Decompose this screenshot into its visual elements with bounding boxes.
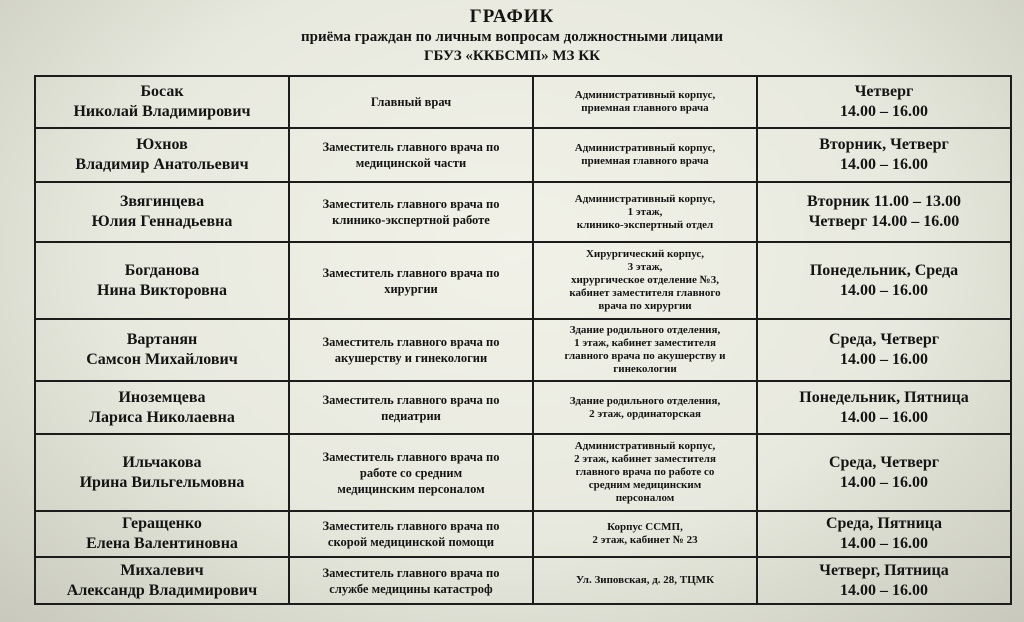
document-title: ГРАФИК bbox=[469, 6, 555, 27]
reception-time-cell bbox=[757, 511, 1011, 557]
reception-location-line: кабинет заместителя главного bbox=[569, 287, 721, 299]
official-name-cell bbox=[35, 242, 289, 319]
official-name-line: Юхнов bbox=[136, 136, 188, 153]
reception-time-line: Четверг, Пятница bbox=[819, 561, 949, 579]
official-name-line: Самсон Михайлович bbox=[86, 351, 238, 368]
official-name-line: Нина Викторовна bbox=[97, 281, 227, 299]
official-name-line: Михалевич bbox=[120, 561, 204, 579]
official-position-line: Заместитель главного врача по bbox=[322, 392, 500, 407]
reception-time-line: Понедельник, Пятница bbox=[799, 388, 969, 406]
official-name-line: Юлия Геннадьевна bbox=[91, 213, 233, 230]
reception-location-line: Здание родильного отделения, bbox=[569, 324, 721, 336]
reception-location-line: 2 этаж, ординаторская bbox=[589, 407, 701, 420]
reception-location-cell bbox=[533, 242, 757, 319]
schedule-row bbox=[35, 511, 1011, 557]
official-position-cell bbox=[289, 511, 533, 557]
official-position-line: работе со средним bbox=[359, 465, 463, 480]
official-position-cell bbox=[289, 434, 533, 511]
organization-name: ГБУЗ «ККБСМП» МЗ КК bbox=[424, 48, 600, 64]
reception-location-line: Административный корпус, bbox=[574, 89, 716, 101]
official-position-line: педиатрии bbox=[381, 408, 441, 423]
official-name-cell bbox=[35, 557, 289, 604]
reception-location-cell bbox=[533, 557, 757, 604]
official-name-cell bbox=[35, 381, 289, 434]
reception-location-line: главного врача по акушерству и bbox=[564, 350, 726, 362]
reception-time-cell bbox=[757, 434, 1011, 511]
official-position-line: Заместитель главного врача по bbox=[322, 140, 500, 154]
official-position-line: медицинской части bbox=[355, 156, 467, 170]
reception-time-line: 14.00 – 16.00 bbox=[840, 103, 928, 120]
reception-location-line: Корпус ССМП, bbox=[607, 521, 683, 533]
reception-time-cell bbox=[757, 242, 1011, 319]
official-name-line: Богданова bbox=[124, 261, 200, 279]
reception-location-line: хирургическое отделение №3, bbox=[571, 274, 719, 286]
reception-location-line: средним медицинским bbox=[588, 479, 702, 491]
reception-location-line: персоналом bbox=[615, 492, 675, 504]
official-name-line: Ильчакова bbox=[122, 453, 202, 471]
official-position-line: Заместитель главного врача по bbox=[322, 519, 500, 533]
reception-time-line: Четверг bbox=[854, 83, 914, 100]
official-position-line: Заместитель главного врача по bbox=[322, 265, 500, 280]
official-name-cell bbox=[35, 434, 289, 511]
reception-time-line: 14.00 – 16.00 bbox=[840, 581, 928, 599]
official-position-line: хирургии bbox=[384, 281, 438, 296]
reception-location-line: 1 этаж, bbox=[627, 205, 663, 218]
reception-time-line: Среда, Четверг bbox=[828, 331, 940, 348]
official-name-cell bbox=[35, 511, 289, 557]
official-name-line: Вартанян bbox=[126, 331, 198, 348]
reception-time-cell bbox=[757, 182, 1011, 242]
reception-time-cell bbox=[757, 319, 1011, 381]
reception-time-line: Вторник 11.00 – 13.00 bbox=[807, 193, 961, 210]
schedule-row bbox=[35, 557, 1011, 604]
official-name-line: Владимир Анатольевич bbox=[75, 156, 249, 173]
official-name-line: Босак bbox=[140, 83, 184, 100]
official-position-cell bbox=[289, 381, 533, 434]
reception-location-line: 1 этаж, кабинет заместителя bbox=[574, 337, 716, 349]
reception-time-line: 14.00 – 16.00 bbox=[840, 351, 928, 368]
schedule-row bbox=[35, 182, 1011, 242]
official-position-cell bbox=[289, 242, 533, 319]
schedule-row bbox=[35, 319, 1011, 381]
reception-location-line: приемная главного врача bbox=[581, 155, 709, 167]
official-position-line: скорой медицинской помощи bbox=[327, 535, 495, 549]
official-position-line: Заместитель главного врача по bbox=[322, 449, 500, 464]
schedule-row bbox=[35, 242, 1011, 319]
official-name-line: Иноземцева bbox=[118, 388, 206, 406]
official-name-cell bbox=[35, 182, 289, 242]
reception-location-cell bbox=[533, 319, 757, 381]
reception-location-line: 3 этаж, bbox=[627, 261, 663, 273]
schedule-table-body bbox=[35, 76, 1011, 604]
reception-location-line: Административный корпус, bbox=[574, 142, 716, 154]
document-header bbox=[0, 6, 1024, 66]
reception-location-line: Административный корпус, bbox=[574, 440, 716, 452]
official-position-line: Заместитель главного врача по bbox=[322, 565, 500, 580]
official-position-line: Заместитель главного врача по bbox=[322, 335, 500, 349]
reception-time-line: Среда, Четверг bbox=[828, 453, 940, 471]
reception-location-line: 2 этаж, кабинет заместителя bbox=[574, 453, 716, 465]
reception-schedule-table bbox=[34, 75, 1012, 605]
official-name-line: Геращенко bbox=[122, 515, 202, 532]
reception-time-line: Понедельник, Среда bbox=[809, 261, 959, 279]
official-name-cell bbox=[35, 76, 289, 128]
reception-location-cell bbox=[533, 76, 757, 128]
reception-time-cell bbox=[757, 557, 1011, 604]
official-name-line: Ирина Вильгельмовна bbox=[79, 473, 245, 491]
reception-time-line: Среда, Пятница bbox=[825, 515, 943, 532]
reception-location-line: гинекологии bbox=[613, 363, 677, 375]
official-position-line: службе медицины катастроф bbox=[329, 581, 493, 596]
reception-time-line: 14.00 – 16.00 bbox=[840, 408, 928, 426]
reception-location-cell bbox=[533, 381, 757, 434]
official-name-line: Елена Валентиновна bbox=[86, 535, 238, 552]
reception-location-line: 2 этаж, кабинет № 23 bbox=[592, 534, 698, 546]
reception-location-line: главного врача по работе со bbox=[575, 466, 715, 478]
official-position-line: медицинским персоналом bbox=[337, 481, 485, 496]
reception-location-cell bbox=[533, 182, 757, 242]
official-position-line: Главный врач bbox=[370, 95, 452, 109]
reception-time-line: 14.00 – 16.00 bbox=[840, 535, 928, 552]
reception-location-cell bbox=[533, 434, 757, 511]
schedule-row bbox=[35, 381, 1011, 434]
reception-time-line: Четверг 14.00 – 16.00 bbox=[808, 213, 960, 230]
official-name-line: Николай Владимирович bbox=[73, 103, 251, 120]
reception-location-line: приемная главного врача bbox=[581, 102, 709, 114]
reception-time-line: Вторник, Четверг bbox=[819, 136, 949, 153]
official-position-line: акушерству и гинекологии bbox=[334, 351, 488, 365]
reception-time-line: 14.00 – 16.00 bbox=[840, 281, 928, 299]
official-position-cell bbox=[289, 319, 533, 381]
reception-time-cell bbox=[757, 128, 1011, 182]
official-name-line: Александр Владимирович bbox=[66, 581, 258, 599]
reception-time-line: 14.00 – 16.00 bbox=[840, 473, 928, 491]
official-position-cell bbox=[289, 557, 533, 604]
reception-location-cell bbox=[533, 128, 757, 182]
reception-location-line: врача по хирургии bbox=[598, 300, 692, 312]
reception-time-cell bbox=[757, 381, 1011, 434]
official-position-cell bbox=[289, 76, 533, 128]
document-subtitle: приёма граждан по личным вопросам должностными лицами bbox=[300, 29, 724, 45]
reception-location-cell bbox=[533, 511, 757, 557]
official-name-line: Звягинцева bbox=[119, 193, 205, 210]
schedule-row bbox=[35, 128, 1011, 182]
official-name-cell bbox=[35, 319, 289, 381]
official-name-cell bbox=[35, 128, 289, 182]
reception-location-line: Административный корпус, bbox=[574, 192, 716, 205]
reception-location-line: Ул. Зиповская, д. 28, ТЦМК bbox=[575, 574, 715, 586]
reception-location-line: клинико-экспертный отдел bbox=[576, 218, 714, 231]
official-position-line: Заместитель главного врача по bbox=[322, 197, 500, 211]
schedule-row bbox=[35, 76, 1011, 128]
reception-time-cell bbox=[757, 76, 1011, 128]
schedule-row bbox=[35, 434, 1011, 511]
reception-location-line: Здание родильного отделения, bbox=[569, 394, 721, 407]
reception-location-line: Хирургический корпус, bbox=[585, 248, 704, 260]
reception-time-line: 14.00 – 16.00 bbox=[840, 156, 928, 173]
official-position-cell bbox=[289, 128, 533, 182]
official-position-cell bbox=[289, 182, 533, 242]
official-position-line: клинико-экспертной работе bbox=[332, 213, 490, 227]
official-name-line: Лариса Николаевна bbox=[89, 408, 235, 426]
